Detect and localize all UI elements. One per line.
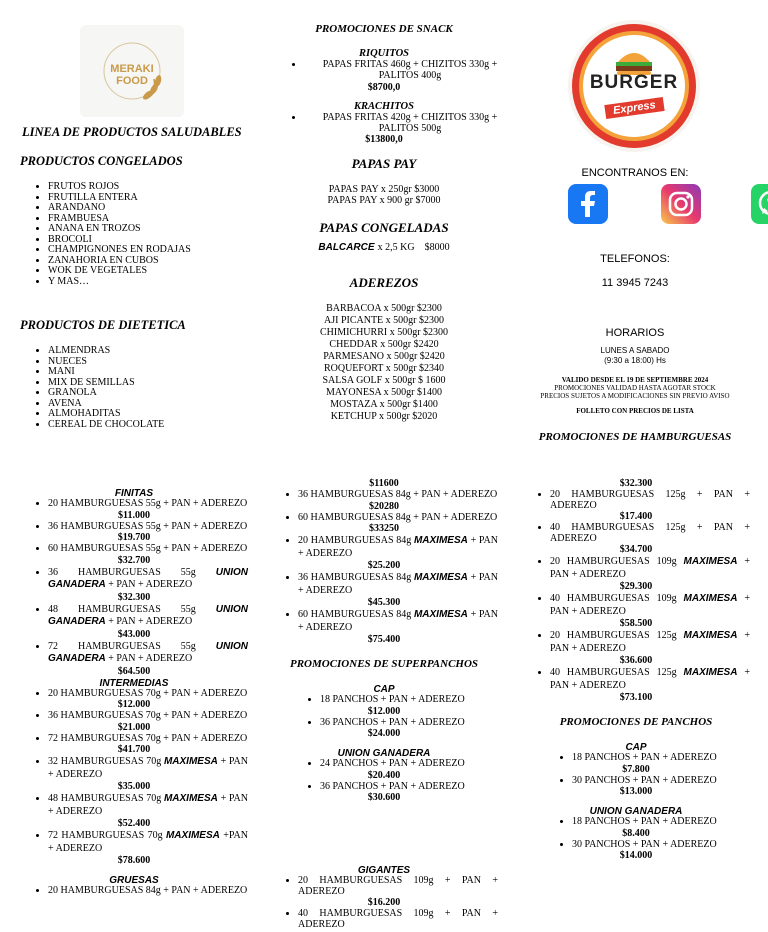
- list-item: • AVENA: [48, 399, 268, 410]
- promo-item: • 36 PANCHOS + PAN + ADEREZO: [320, 718, 498, 729]
- list-item: • ARANDANO: [48, 203, 268, 214]
- list-item: • BROCOLI: [48, 235, 268, 246]
- promo-price: $24.000: [367, 728, 401, 739]
- promo-price: $32.300: [619, 478, 653, 489]
- promo-item: • 20 HAMBURGUESAS 125g MAXIMESA + PAN + ADEREZO: [550, 630, 750, 655]
- promo-item: • 20 HAMBURGUESAS 125g + PAN + ADEREZO: [550, 490, 750, 511]
- list-item: • FRUTOS ROJOS: [48, 182, 268, 193]
- riquitos-price: $8700,0: [367, 82, 401, 93]
- panchos-title: PROMOCIONES DE PANCHOS: [559, 716, 713, 728]
- riquitos-list: [276, 60, 516, 81]
- promo-item: • 36 HAMBURGUESAS 84g + PAN + ADEREZO: [298, 490, 498, 501]
- promo-price: $33250: [369, 523, 399, 534]
- promo-price: $52.400: [117, 818, 151, 829]
- instagram-icon[interactable]: [661, 184, 701, 224]
- promo-item: • 20 HAMBURGUESAS 84g + PAN + ADEREZO: [48, 886, 248, 897]
- list-item: • MIX DE SEMILLAS: [48, 378, 268, 389]
- valido-desde: VALIDO DESDE EL 19 DE SEPTIEMBRE 2024: [561, 376, 709, 384]
- dietetica-list: [20, 346, 268, 430]
- burger-logo-sub: Express: [604, 97, 664, 119]
- list-item: • FRAMBUESA: [48, 214, 268, 225]
- promo-item: • 20 HAMBURGUESAS 84g MAXIMESA + PAN + ADEREZO: [298, 535, 498, 560]
- promo-item: • 60 HAMBURGUESAS 84g MAXIMESA + PAN + ADEREZO: [298, 609, 498, 634]
- aderezo-line: SALSA GOLF x 500gr $ 1600: [322, 375, 446, 386]
- cap-title: CAP: [625, 742, 647, 753]
- promo-item: • 36 HAMBURGUESAS 55g + PAN + ADEREZO: [48, 522, 248, 533]
- promo-price: $75.400: [367, 634, 401, 645]
- promo-price: $36.600: [619, 655, 653, 666]
- promo-price: $20.400: [367, 769, 401, 781]
- papas-pay-list: [270, 184, 498, 206]
- promo-item: • 48 HAMBURGUESAS 55g UNION GANADERA + PAN + ADEREZO: [48, 604, 248, 629]
- promo-price: $32.700: [117, 554, 151, 566]
- facebook-icon[interactable]: [568, 184, 608, 224]
- promo-price: $32.300: [117, 591, 151, 603]
- burger-logo-word: BURGER: [589, 72, 679, 93]
- list-item: • PAPAS FRITAS 420g + CHIZITOS 330g + PALITOS 500g: [304, 113, 516, 134]
- promo-price: $29.300: [619, 581, 653, 592]
- promo-item: • 72 HAMBURGUESAS 55g UNION GANADERA + PAN + ADEREZO: [48, 641, 248, 666]
- promo-hamburguesas-title: PROMOCIONES DE HAMBURGUESAS: [538, 431, 732, 443]
- aderezo-line: BARBACOA x 500gr $2300: [326, 303, 442, 314]
- whatsapp-icon[interactable]: [751, 184, 768, 224]
- col2-promos: [270, 478, 498, 804]
- aderezo-line: CHEDDAR x 500gr $2420: [329, 339, 439, 350]
- papas-pay-line: PAPAS PAY x 900 gr $7000: [327, 195, 441, 206]
- aderezos-list: [270, 303, 498, 423]
- telefonos-label: TELEFONOS:: [600, 253, 670, 265]
- promo-price: $12.000: [367, 705, 401, 717]
- promo-price: $19.700: [117, 532, 151, 543]
- aderezo-line: MOSTAZA x 500gr $1400: [330, 399, 438, 410]
- promo-price: $14.000: [619, 850, 653, 861]
- aderezo-line: PARMESANO x 500gr $2420: [323, 351, 445, 362]
- balcarce-detail: x 2,5 KG $8000: [377, 242, 450, 253]
- krachitos-title: KRACHITOS: [354, 101, 414, 112]
- list-item: • ALMOHADITAS: [48, 409, 268, 420]
- list-item: • ANANA EN TROZOS: [48, 224, 268, 235]
- folleto-note: FOLLETO CON PRECIOS DE LISTA: [576, 407, 694, 415]
- superpanchos-title: PROMOCIONES DE SUPERPANCHOS: [289, 658, 479, 670]
- union-title: UNION GANADERA: [589, 806, 683, 817]
- riquitos-title: RIQUITOS: [359, 48, 409, 59]
- aderezo-line: KETCHUP x 500gr $2020: [330, 411, 438, 422]
- list-item: • ZANAHORIA EN CUBOS: [48, 256, 268, 267]
- list-item: • Y MAS…: [48, 277, 268, 288]
- promo-price: $17.400: [619, 511, 653, 522]
- promo-price: $58.500: [619, 618, 653, 629]
- meraki-logo: [80, 25, 184, 117]
- promo-item: • 30 PANCHOS + PAN + ADEREZO: [572, 840, 750, 851]
- horarios-horas: (9:30 a 18:00) Hs: [604, 355, 666, 365]
- promo-item: • 40 HAMBURGUESAS 125g + PAN + ADEREZO: [550, 523, 750, 544]
- list-item: • MANI: [48, 367, 268, 378]
- balcarce-brand: BALCARCE: [318, 242, 375, 253]
- list-item: • CEREAL DE CHOCOLATE: [48, 420, 268, 431]
- promo-item: • 20 HAMBURGUESAS 109g MAXIMESA + PAN + ADEREZO: [550, 556, 750, 581]
- promo-item: • 40 HAMBURGUESAS 109g MAXIMESA + PAN + ADEREZO: [550, 593, 750, 618]
- balcarce-line: [270, 242, 498, 253]
- aderezo-line: CHIMICHURRI x 500gr $2300: [319, 327, 449, 338]
- list-item: • WOK DE VEGETALES: [48, 266, 268, 277]
- list-item: • FRUTILLA ENTERA: [48, 193, 268, 204]
- saludables-title: LINEA DE PRODUCTOS SALUDABLES: [22, 125, 242, 139]
- promo-price: $16.200: [367, 897, 401, 908]
- congelados-list: [20, 182, 268, 287]
- promo-item: • 36 PANCHOS + PAN + ADEREZO: [320, 782, 498, 793]
- promo-price: $30.600: [367, 792, 401, 803]
- promo-item: • 48 HAMBURGUESAS 70g MAXIMESA + PAN + ADEREZO: [48, 793, 248, 818]
- cap-title: CAP: [373, 684, 395, 695]
- list-item: • PAPAS FRITAS 460g + CHIZITOS 330g + PALITOS 400g: [304, 60, 516, 81]
- promo-item: • 20 HAMBURGUESAS 70g + PAN + ADEREZO: [48, 689, 248, 700]
- promo-price: $34.700: [619, 544, 653, 555]
- encontranos-label: ENCONTRANOS EN:: [581, 167, 689, 179]
- finitas-title: FINITAS: [114, 488, 154, 499]
- aderezo-line: ROQUEFORT x 500gr $2340: [323, 363, 445, 374]
- promo-item: • 36 HAMBURGUESAS 55g UNION GANADERA + PAN + ADEREZO: [48, 567, 248, 592]
- promo-price: $45.300: [367, 597, 401, 608]
- promo-item: • 18 PANCHOS + PAN + ADEREZO: [572, 817, 750, 828]
- promo-item: • 18 PANCHOS + PAN + ADEREZO: [320, 695, 498, 706]
- promo-price: $7.800: [622, 763, 650, 775]
- promo-price: $11.000: [118, 509, 150, 521]
- promo-item: • 20 HAMBURGUESAS 109g + PAN + ADEREZO: [298, 876, 498, 897]
- papas-congeladas-title: PAPAS CONGELADAS: [319, 220, 449, 235]
- validity-notes: [530, 376, 740, 400]
- list-item: • ALMENDRAS: [48, 346, 268, 357]
- promo-item: • 40 HAMBURGUESAS 109g + PAN + ADEREZO: [298, 909, 498, 930]
- promo-price: $20280: [369, 500, 399, 512]
- promo-item: • 60 HAMBURGUESAS 55g + PAN + ADEREZO: [48, 544, 248, 555]
- list-item: • CHAMPIGNONES EN RODAJAS: [48, 245, 268, 256]
- promo-item: • 72 HAMBURGUESAS 70g MAXIMESA +PAN + ADEREZO: [48, 830, 248, 855]
- promo-price: $25.200: [367, 560, 401, 571]
- promo-item: • 36 HAMBURGUESAS 84g MAXIMESA + PAN + ADEREZO: [298, 572, 498, 597]
- promo-item: • 40 HAMBURGUESAS 125g MAXIMESA + PAN + ADEREZO: [550, 667, 750, 692]
- promo-item: • 18 PANCHOS + PAN + ADEREZO: [572, 753, 750, 764]
- promo-price: $41.700: [117, 744, 151, 755]
- promo-price: $8.400: [622, 827, 650, 839]
- promo-price: $12.000: [117, 699, 151, 710]
- meraki-name: MERAKI FOOD: [110, 63, 154, 87]
- horarios-detail: [560, 346, 710, 365]
- promo-item: • 72 HAMBURGUESAS 70g + PAN + ADEREZO: [48, 734, 248, 745]
- promo-price: $43.000: [117, 628, 151, 640]
- promo-price: $64.500: [117, 665, 151, 677]
- promo-item: • 24 PANCHOS + PAN + ADEREZO: [320, 759, 498, 770]
- list-item: • GRANOLA: [48, 388, 268, 399]
- phone-number[interactable]: 11 3945 7243: [601, 277, 669, 289]
- burger-express-logo: [564, 16, 704, 156]
- union-title: UNION GANADERA: [337, 748, 431, 759]
- promo-item: • 60 HAMBURGUESAS 84g + PAN + ADEREZO: [298, 513, 498, 524]
- gigantes-title: GIGANTES: [357, 865, 411, 876]
- col1-promos: [20, 488, 248, 897]
- promo-item: • 36 HAMBURGUESAS 70g + PAN + ADEREZO: [48, 711, 248, 722]
- promo-price: $78.600: [117, 855, 151, 866]
- promo-price: $11600: [369, 478, 399, 489]
- nota-stock: PROMOCIONES VALIDAD HASTA AGOTAR STOCK: [554, 384, 716, 392]
- horarios-label: HORARIOS: [605, 327, 665, 339]
- list-item: • NUECES: [48, 357, 268, 368]
- promo-item: • 32 HAMBURGUESAS 70g MAXIMESA + PAN + ADEREZO: [48, 756, 248, 781]
- col3-promos: [522, 478, 750, 862]
- gigantes-block: [270, 865, 498, 930]
- gruesas-title: GRUESAS: [109, 875, 159, 886]
- dietetica-title: PRODUCTOS DE DIETETICA: [20, 318, 186, 332]
- nota-precios: PRECIOS SUJETOS A MODIFICACIONES SIN PREVIO AVISO: [540, 392, 730, 400]
- promo-item: • 30 PANCHOS + PAN + ADEREZO: [572, 776, 750, 787]
- krachitos-list: [276, 113, 516, 134]
- snack-title: PROMOCIONES DE SNACK: [315, 23, 453, 35]
- aderezo-line: MAYONESA x 500gr $1400: [325, 387, 443, 398]
- promo-price: $35.000: [117, 781, 151, 792]
- burger-logo-ribbon: [564, 96, 704, 115]
- congelados-title: PRODUCTOS CONGELADOS: [20, 154, 183, 168]
- horarios-dias: LUNES A SABADO: [600, 346, 670, 355]
- aderezos-title: ADEREZOS: [349, 275, 419, 290]
- aderezo-line: AJI PICANTE x 500gr $2300: [324, 315, 444, 326]
- papas-pay-title: PAPAS PAY: [351, 156, 417, 171]
- promo-item: • 20 HAMBURGUESAS 55g + PAN + ADEREZO: [48, 499, 248, 510]
- intermedias-title: INTERMEDIAS: [99, 677, 169, 689]
- papas-pay-line: PAPAS PAY x 250gr $3000: [328, 184, 440, 195]
- krachitos-price: $13800,0: [365, 134, 403, 145]
- promo-price: $21.000: [117, 721, 151, 733]
- promo-price: $73.100: [619, 692, 653, 703]
- promo-price: $13.000: [619, 786, 653, 797]
